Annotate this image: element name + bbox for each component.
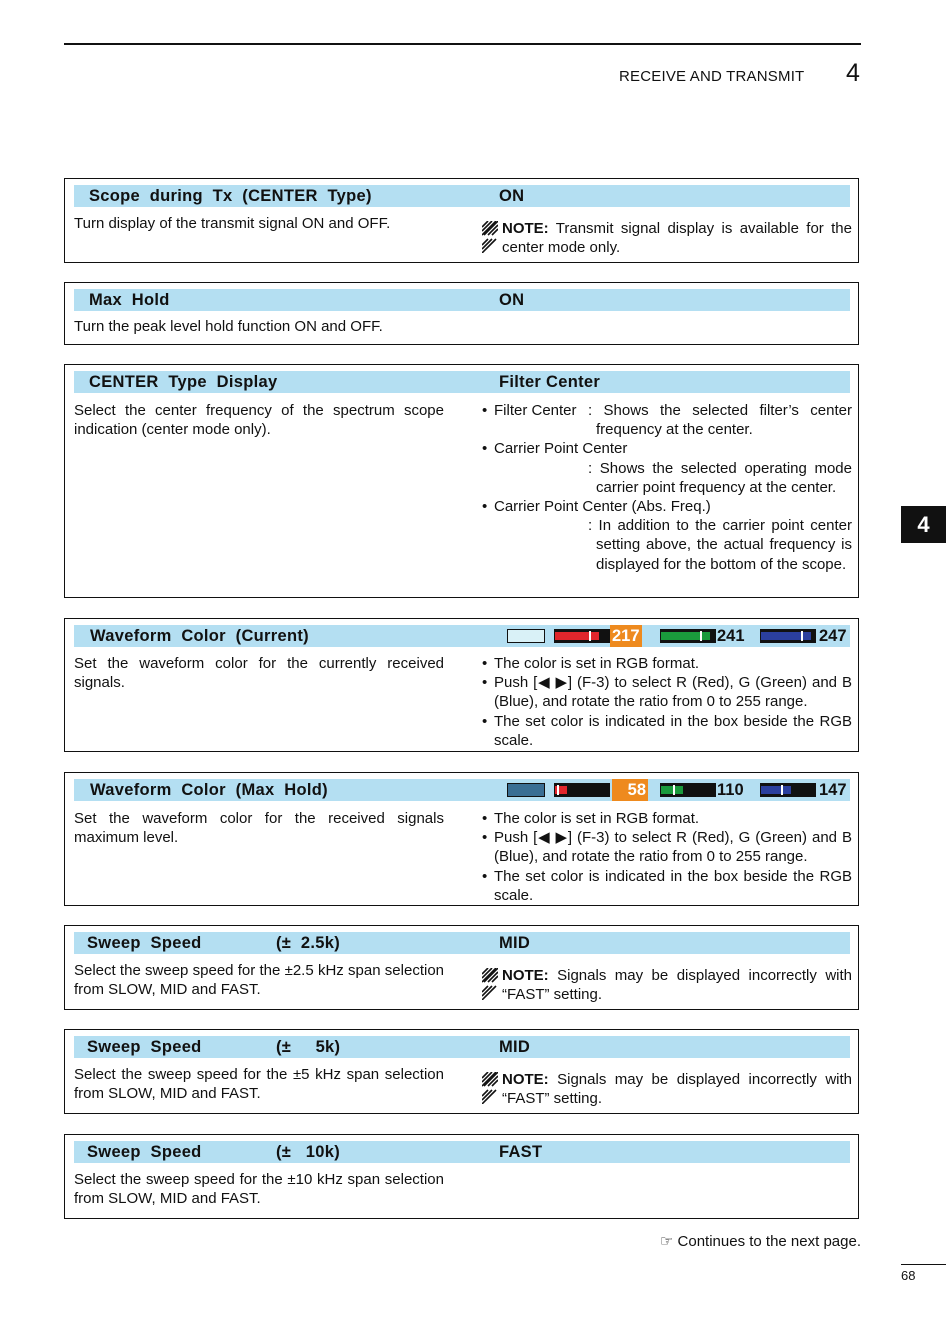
setting-header-bar <box>74 1141 850 1163</box>
setting-value: MID <box>499 1038 531 1056</box>
color-swatch <box>507 629 545 643</box>
setting-header-bar <box>74 625 850 647</box>
setting-label: Sweep Speed <box>87 1038 202 1056</box>
note <box>482 219 852 257</box>
red-slider <box>554 629 610 643</box>
note-label: NOTE: <box>502 967 549 984</box>
bullet-list <box>482 654 852 750</box>
note <box>482 966 852 1004</box>
page-number-rule <box>901 1264 946 1265</box>
green-value: 241 <box>717 627 745 645</box>
bullet-item: • The set color is indicated in the box beside the RGB scale. <box>482 867 852 905</box>
setting-description: Select the sweep speed for the ±10 kHz span selection from SLOW, MID and FAST. <box>74 1171 444 1208</box>
setting-sweep-speed-2-5k <box>64 925 859 1010</box>
bullet-item: • The set color is indicated in the box beside the RGB scale. <box>482 712 852 750</box>
bullet-list <box>482 809 852 905</box>
page-number: 68 <box>901 1268 916 1283</box>
setting-description: Select the center frequency of the spectrum scope indication (center mode only). <box>74 402 444 439</box>
setting-header-bar <box>74 289 850 311</box>
setting-label: Scope during Tx (CENTER Type) <box>89 187 372 205</box>
note-icon <box>482 221 498 253</box>
setting-span: (± 10k) <box>276 1143 341 1161</box>
setting-value: ON <box>499 291 525 309</box>
section-title: RECEIVE AND TRANSMIT <box>619 68 805 85</box>
note-label: NOTE: <box>502 1071 549 1088</box>
blue-slider <box>760 783 816 797</box>
setting-description: Turn the peak level hold function ON and OFF. <box>74 318 383 335</box>
setting-scope-during-tx <box>64 178 859 263</box>
option-carrier-point-center <box>482 439 852 497</box>
option-text: : Shows the selected filter’s center frequency at the center. <box>588 402 852 439</box>
bullet-item: • Push [◀ ▶] (F-3) to select R (Red), G (Green) and B (Blue), and rotate the ratio from 0 to 255 range. <box>482 828 852 866</box>
setting-sweep-speed-5k <box>64 1029 859 1114</box>
option-text: : In addition to the carrier point center setting above, the actual frequency is displayed for the bottom of the scope. <box>588 517 852 573</box>
setting-sweep-speed-10k <box>64 1134 859 1219</box>
setting-value: MID <box>499 934 531 952</box>
note <box>482 1070 852 1108</box>
option-filter-center <box>482 401 852 439</box>
color-swatch <box>507 783 545 797</box>
setting-waveform-color-max-hold <box>64 772 859 906</box>
chapter-number: 4 <box>846 59 860 87</box>
option-name: • Filter Center <box>494 402 577 419</box>
setting-label: Sweep Speed <box>87 934 202 952</box>
setting-label: Waveform Color (Current) <box>90 627 309 645</box>
setting-span: (± 2.5k) <box>276 934 341 952</box>
option-carrier-point-center-abs <box>482 497 852 574</box>
top-rule <box>64 43 861 45</box>
bullet-item: • Push [◀ ▶] (F-3) to select R (Red), G (Green) and B (Blue), and rotate the ratio from 0 to 255 range. <box>482 673 852 711</box>
setting-header-bar <box>74 371 850 393</box>
note-text: Transmit signal display is available for the center mode only. <box>502 220 852 257</box>
setting-description: Select the sweep speed for the ±2.5 kHz span selection from SLOW, MID and FAST. <box>74 962 444 999</box>
continues-note: ☞ Continues to the next page. <box>659 1233 861 1250</box>
bullet-item: • The color is set in RGB format. <box>482 809 852 828</box>
note-icon <box>482 1072 498 1104</box>
setting-description: Set the waveform color for the currently received signals. <box>74 655 444 692</box>
setting-max-hold <box>64 282 859 345</box>
setting-header-bar <box>74 779 850 801</box>
green-slider <box>660 629 716 643</box>
note-label: NOTE: <box>502 220 549 237</box>
red-slider <box>554 783 610 797</box>
setting-waveform-color-current <box>64 618 859 752</box>
setting-header-bar <box>74 1036 850 1058</box>
blue-slider <box>760 629 816 643</box>
option-list <box>482 401 852 574</box>
setting-span: (± 5k) <box>276 1038 341 1056</box>
bullet-item: • The color is set in RGB format. <box>482 654 852 673</box>
green-slider <box>660 783 716 797</box>
note-text: Signals may be displayed incorrectly with “FAST” setting. <box>502 967 852 1004</box>
setting-value: FAST <box>499 1143 543 1161</box>
red-value: 58 <box>612 779 648 801</box>
setting-description: Select the sweep speed for the ±5 kHz span selection from SLOW, MID and FAST. <box>74 1066 444 1103</box>
setting-center-type-display <box>64 364 859 598</box>
setting-label: CENTER Type Display <box>89 373 278 391</box>
setting-description: Turn display of the transmit signal ON and OFF. <box>74 215 391 232</box>
note-icon <box>482 968 498 1000</box>
blue-value: 147 <box>819 781 847 799</box>
note-text: Signals may be displayed incorrectly with “FAST” setting. <box>502 1071 852 1108</box>
setting-header-bar <box>74 185 850 207</box>
setting-label: Sweep Speed <box>87 1143 202 1161</box>
option-name: • Carrier Point Center <box>494 440 628 458</box>
setting-description: Set the waveform color for the received signals maximum level. <box>74 810 444 847</box>
red-value: 217 <box>612 627 640 645</box>
green-value: 110 <box>717 781 744 799</box>
setting-label: Max Hold <box>89 291 170 309</box>
blue-value: 247 <box>819 627 847 645</box>
setting-label: Waveform Color (Max Hold) <box>90 781 328 799</box>
setting-value: ON <box>499 187 525 205</box>
option-text: : Shows the selected operating mode carrier point frequency at the center. <box>588 459 852 496</box>
option-name: • Carrier Point Center (Abs. Freq.) <box>494 498 711 516</box>
setting-header-bar <box>74 932 850 954</box>
chapter-tab: 4 <box>901 506 946 543</box>
setting-value: Filter Center <box>499 373 601 391</box>
